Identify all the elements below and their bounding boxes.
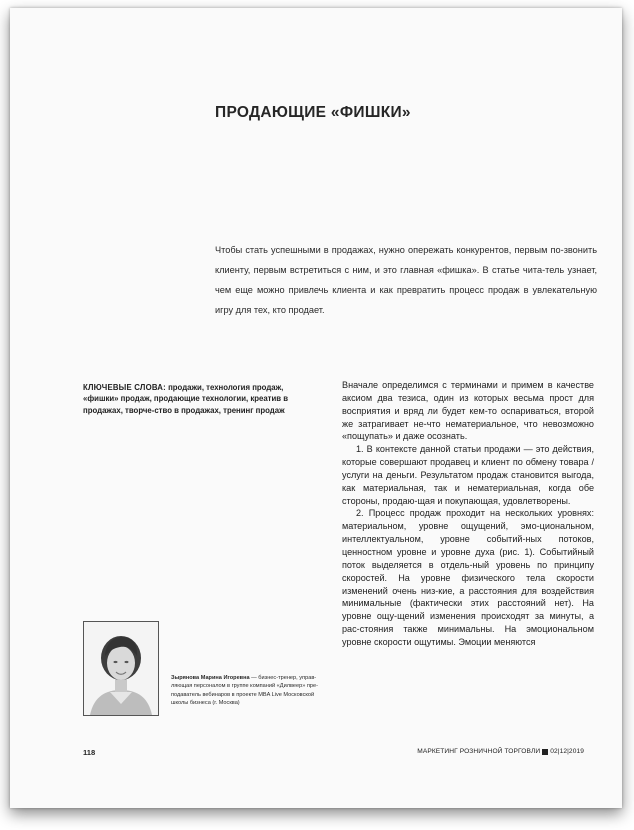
- author-bio: — бизнес-тренер, управ-ляющая персоналом в группе компаний «Дилвеер» пре-подаватель вебинаров в проекте MBA Live Московской школы бизнеса (г. Москва): [171, 675, 318, 707]
- magazine-page: [10, 8, 622, 808]
- body-paragraph: 2. Процесс продаж проходит на нескольких уровнях: материальном, уровне ощущений, эмо-циональном, интеллектуальном, уровне событий-ных потоков, ценностном уровне и уровне духа (рис. 1). Событийный поток выделяется в отдель-ный уровень по принципу скоростей. На уровне физического тела скорости изменений очень низ-кие, а расстояния для воздействия минимальные (фактически этих расстояний нет). На уровне ощу-щений изменения происходят за минуты, а рас-стояния также минимальны. На эмоциональном уровне скорости ощутимы. Эмоции меняются: [342, 508, 594, 647]
- body-paragraph: 1. В контексте данной статьи продажи — это действия, которые совершают продавец и клиент по обмену товара / услуги на деньги. Результатом продаж становится выгода, как материальная, так и нематериальная, когда обе стороны, продаю-щая и покупающая, удовлетворены.: [342, 444, 594, 506]
- author-caption: [171, 674, 329, 708]
- article-title: ПРОДАЮЩИЕ «ФИШКИ»: [215, 104, 411, 121]
- issue-date: 02|12|2019: [550, 748, 584, 755]
- keywords-block: [83, 382, 319, 416]
- keywords-text: продажи, технология продаж, «фишки» продаж, продающие технологии, креатив в продажах, творче-ство в продажах, тренинг продаж: [83, 383, 289, 415]
- keywords-label: КЛЮЧЕВЫЕ СЛОВА:: [83, 383, 166, 392]
- article-lead: Чтобы стать успешными в продажах, нужно опережать конкурентов, первым по-звонить клиенту, первым встретиться с ним, и это главная «фишка». В статье чита-тель узнает, чем еще можно привлечь клиента и как превратить процесс продаж в увлекательную игру для тех, кто продает.: [215, 245, 597, 315]
- square-separator-icon: [542, 749, 548, 755]
- journal-footer: [417, 748, 584, 755]
- page-number: 118: [83, 748, 96, 757]
- body-paragraph: Вначале определимся с терминами и примем в качестве аксиом два тезиса, один из которых весьма прост для восприятия и вряд ли будет кем-то оспариваться, второй же затрагивает не-что нематериальное, что невозможно «пощупать» и даже осознать.: [342, 380, 594, 442]
- journal-name: МАРКЕТИНГ РОЗНИЧНОЙ ТОРГОВЛИ: [417, 748, 541, 755]
- author-name: Зырянова Марина Игоревна: [171, 675, 250, 681]
- author-photo: [83, 621, 159, 716]
- article-body: [342, 379, 594, 649]
